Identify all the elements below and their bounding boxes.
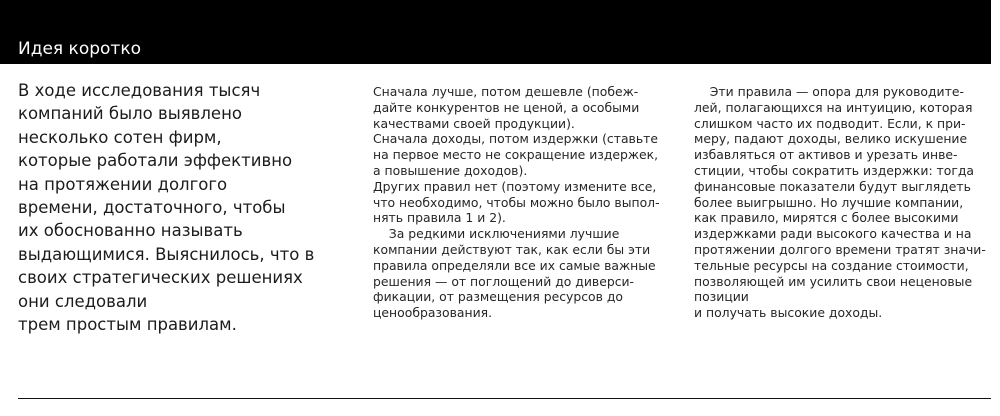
lead-line: которые работали эффективно	[18, 151, 293, 171]
lead-line: компаний было выявлено	[18, 104, 242, 124]
lead-line: они следовали	[18, 291, 148, 311]
column-line: фикации, от размещения ресурсов до	[373, 289, 624, 305]
explanation-column	[694, 84, 986, 321]
lead-summary	[18, 79, 318, 336]
header-title: Идея коротко	[18, 39, 141, 59]
lead-line: времени, достаточного, чтобы	[18, 198, 286, 218]
column-line: позиции	[694, 289, 749, 305]
column-line: лей, полагающихся на интуицию, которая	[694, 99, 973, 115]
lead-line: своих стратегических решениях	[18, 268, 303, 288]
lead-line: их обоснованно называть	[18, 221, 243, 241]
column-line: стиции, чтобы сократить издержки: тогда	[694, 162, 975, 178]
column-line: слишком часто их подводит. Если, к при-	[694, 115, 966, 131]
lead-line: несколько сотен фирм,	[18, 127, 222, 147]
header-bar	[0, 0, 991, 64]
rules-column	[373, 84, 658, 321]
column-line: Сначала доходы, потом издержки (ставьте	[373, 131, 659, 147]
column-line: дайте конкурентов не ценой, а особыми	[373, 99, 640, 115]
column-line: на первое место не сокращение издержек,	[373, 147, 659, 163]
column-line: ценообразования.	[373, 305, 493, 321]
column-line: Сначала лучше, потом дешевле (побеж-	[373, 84, 639, 99]
column-line: Эти правила — опора для руководите-	[694, 84, 964, 99]
column-line: протяжении долгого времени тратят значи-	[694, 241, 986, 257]
column-line: финансовые показатели будут выглядеть	[694, 178, 971, 194]
lead-line: трем простым правилам.	[18, 315, 237, 335]
lead-line: выдающимися. Выяснилось, что в	[18, 244, 315, 264]
column-line: что необходимо, чтобы можно было выпол-	[373, 194, 660, 210]
column-line: издержками ради высокого качества и на	[694, 226, 972, 242]
column-line: качествами своей продукции).	[373, 115, 575, 131]
bottom-divider	[18, 398, 991, 399]
column-line: За редкими исключениями лучшие	[373, 226, 620, 242]
column-line: нять правила 1 и 2).	[373, 210, 506, 226]
column-line: тельные ресурсы на создание стоимости,	[694, 257, 969, 273]
lead-line: В ходе исследования тысяч	[18, 81, 261, 100]
column-line: Других правил нет (поэтому измените все,	[373, 178, 657, 194]
lead-line: на протяжении долгого	[18, 174, 228, 194]
column-line: компании действуют так, как если бы эти	[373, 241, 651, 257]
column-line: как правило, мирятся с более высокими	[694, 210, 959, 226]
column-line: более выигрышно. Но лучшие компании,	[694, 194, 964, 210]
column-line: меру, падают доходы, велико искушение	[694, 131, 968, 147]
column-line: и получать высокие доходы.	[694, 305, 883, 321]
column-line: позволяющей им усилить свои неценовые	[694, 273, 973, 289]
column-line: правила определяли все их самые важные	[373, 257, 656, 273]
column-line: избавляться от активов и урезать инве-	[694, 147, 958, 163]
column-line: решения — от поглощений до диверси-	[373, 273, 635, 289]
column-line: а повышение доходов).	[373, 162, 528, 178]
